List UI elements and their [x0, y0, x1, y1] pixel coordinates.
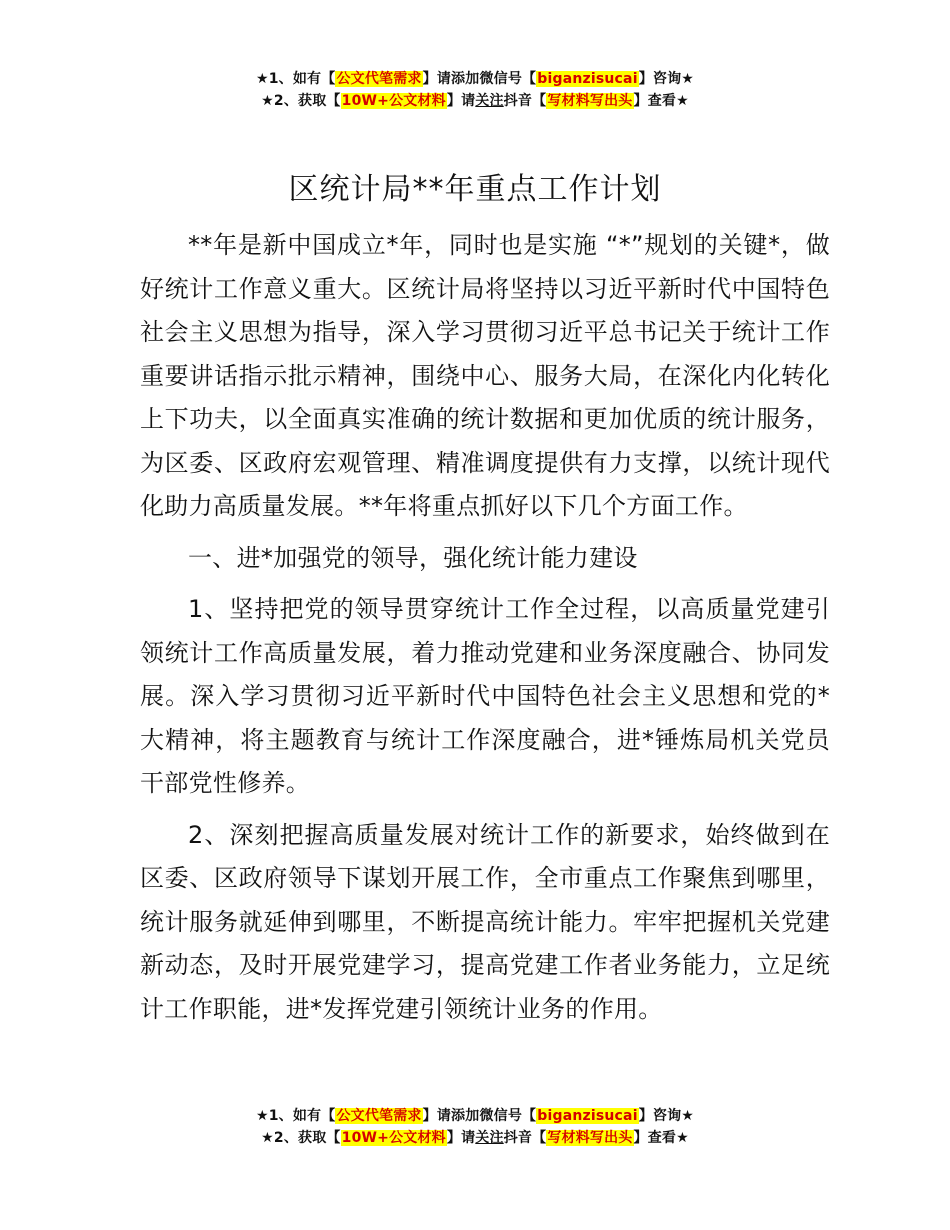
promo-line-2-middle-b: 抖音【: [503, 1130, 547, 1146]
promo-line-2-suffix: 】查看★: [633, 1130, 689, 1146]
promo-line-1-middle: 】请添加微信号【: [422, 71, 537, 87]
promo-line-2-middle-b: 抖音【: [503, 93, 547, 109]
promo-highlight-wechat-id: biganzisucai: [537, 1108, 638, 1124]
promo-line-2-prefix: ★2、获取【: [261, 93, 341, 109]
promo-highlight-ghostwriting: 公文代笔需求: [336, 1108, 422, 1124]
promo-line-2-suffix: 】查看★: [633, 93, 689, 109]
promo-line-1-suffix: 】咨询★: [638, 1108, 695, 1124]
promo-line-1-suffix: 】咨询★: [638, 71, 695, 87]
promo-line-1: [0, 1105, 950, 1127]
promo-line-1-prefix: ★1、如有【: [255, 71, 336, 87]
promo-line-2: [0, 1127, 950, 1149]
promo-highlight-douyin: 写材料写出头: [547, 93, 633, 109]
body-paragraph-1: 1、坚持把党的领导贯穿统计工作全过程，以高质量党建引领统计工作高质量发展，着力推动党建和业务深度融合、协同发展。深入学习贯彻习近平新时代中国特色社会主义思想和党的*大精神，将主题教育与统计工作深度融合，进*锤炼局机关党员干部党性修养。: [140, 595, 830, 797]
promo-line-2-middle-a: 】请: [446, 93, 476, 109]
promo-line-1-middle: 】请添加微信号【: [422, 1108, 537, 1124]
promo-line-1-prefix: ★1、如有【: [255, 1108, 336, 1124]
body-paragraph-2: 2、深刻把握高质量发展对统计工作的新要求，始终做到在区委、区政府领导下谋划开展工作，全市重点工作聚焦到哪里，统计服务就延伸到哪里，不断提高统计能力。牢牢把握机关党建新动态，及时开展党建学习，提高党建工作者业务能力，立足统计工作职能，进*发挥党建引领统计业务的作用。: [140, 820, 830, 1023]
promo-highlight-ghostwriting: 公文代笔需求: [336, 71, 422, 87]
footer-promo-banner: [0, 1105, 950, 1149]
promo-line-2-middle-a: 】请: [446, 1130, 476, 1146]
section-heading-1: 一、进*加强党的领导，强化统计能力建设: [188, 543, 638, 572]
promo-highlight-materials: 10W+公文材料: [341, 93, 446, 109]
document-title: 区统计局**年重点工作计划: [288, 172, 662, 207]
promo-line-1: [0, 68, 950, 90]
promo-line-2-prefix: ★2、获取【: [261, 1130, 341, 1146]
promo-highlight-materials: 10W+公文材料: [341, 1130, 446, 1146]
document-body: [140, 224, 830, 1039]
promo-highlight-douyin: 写材料写出头: [547, 1130, 633, 1146]
promo-underlined-follow: 关注: [475, 1130, 504, 1146]
header-promo-banner: [0, 68, 950, 112]
promo-line-2: [0, 90, 950, 112]
intro-paragraph: **年是新中国成立*年，同时也是实施 “*”规划的关键*，做好统计工作意义重大。区统计局将坚持以习近平新时代中国特色社会主义思想为指导，深入学习贯彻习近平总书记关于统计工作重要讲话指示批示精神，围绕中心、服务大局，在深化内化转化上下功夫，以全面真实准确的统计数据和更加优质的统计服务，为区委、区政府宏观管理、精准调度提供有力支撑，以统计现代化助力高质量发展。**年将重点抓好以下几个方面工作。: [140, 231, 830, 520]
promo-underlined-follow: 关注: [475, 93, 504, 109]
promo-highlight-wechat-id: biganzisucai: [537, 71, 638, 87]
